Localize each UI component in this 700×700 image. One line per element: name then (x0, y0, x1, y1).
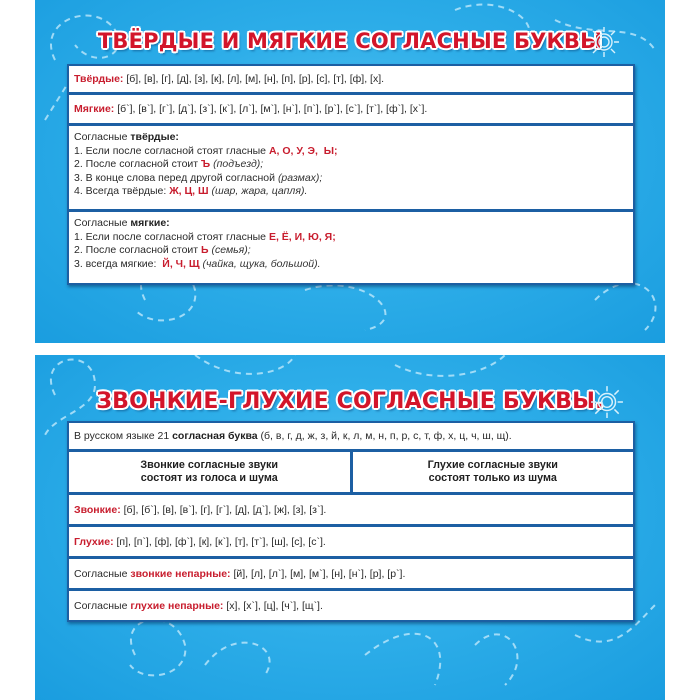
rule-letters: А, О, У, Э, Ы; (268, 144, 338, 157)
rule-text: 2. После согласной стоит (74, 158, 202, 171)
rule-example: (семья); (208, 244, 251, 257)
heading-bold: твёрдые: (130, 131, 179, 143)
voiceless-unpaired-label: глухие непарные: (130, 599, 224, 612)
voiced-unpaired-row (69, 559, 633, 588)
hard-soft-table (67, 64, 635, 285)
hard-label: Твёрдые: (74, 73, 124, 85)
voiced-sounds-row (69, 495, 633, 524)
rule-example: (шар, жара, цапля). (208, 185, 308, 198)
sun-icon (590, 385, 624, 419)
page-title: ЗВОНКИЕ-ГЛУХИЕ СОГЛАСНЫЕ БУКВЫ. (96, 389, 604, 414)
voiceless-label: Глухие: (74, 535, 114, 548)
voiced-column-header: Звонкие согласные звуки состоят из голоса и шума (69, 452, 350, 492)
voiceless-unpaired-sounds: [х], [х`], [ц], [ч`], [щ`]. (223, 599, 323, 612)
sun-icon (588, 26, 620, 58)
voiced-voiceless-table (67, 421, 635, 622)
rule-letters: Ь (201, 244, 209, 257)
rule-letters: Й, Ч, Щ (162, 257, 200, 270)
hard-rules-heading (74, 131, 627, 145)
voiceless-sounds: [п], [п`], [ф], [ф`], [к], [к`], [т], [т`], [ш], [с], [с`]. (113, 535, 326, 548)
rule-item (74, 231, 627, 245)
voiced-unpaired-label: звонкие непарные: (130, 567, 231, 580)
voiced-label: Звонкие: (74, 503, 121, 516)
row-prefix: Согласные (74, 567, 131, 580)
heading-prefix: Согласные (74, 217, 131, 229)
rule-text: 1. Если после согласной стоят гласные (74, 144, 269, 157)
intro-bold: согласная буква (172, 430, 258, 442)
voiced-voiceless-panel (35, 355, 665, 700)
rule-item (74, 244, 627, 258)
voiceless-column-header: Глухие согласные звуки состоят только из шума (353, 452, 634, 492)
rule-example: (подъезд); (210, 158, 264, 171)
rule-item (74, 258, 627, 272)
soft-consonants-row (69, 95, 633, 123)
soft-rules-block (69, 212, 633, 283)
voiceless-unpaired-row (69, 591, 633, 620)
heading-bold: мягкие: (130, 217, 170, 229)
intro-row (69, 423, 633, 449)
rule-item (74, 158, 627, 172)
rule-example: (чайка, щука, большой). (199, 257, 321, 270)
hard-soft-consonants-panel (35, 0, 665, 343)
rule-item (74, 145, 627, 159)
rule-item (74, 185, 627, 199)
hard-rules-block (69, 126, 633, 209)
rule-text: 3. всегда мягкие: (74, 257, 163, 270)
rule-letters: Е, Ё, И, Ю, Я; (268, 230, 336, 243)
intro-suffix: (б, в, г, д, ж, з, й, к, л, м, н, п, р, с, т, ф, х, ц, ч, ш, щ). (257, 430, 512, 442)
soft-rules-heading (74, 217, 627, 231)
columns-header-row (69, 452, 633, 492)
heading-prefix: Согласные (74, 131, 131, 143)
row-prefix: Согласные (74, 599, 131, 612)
rule-letters: Ъ (201, 158, 211, 171)
voiced-unpaired-sounds: [й], [л], [л`], [м], [м`], [н], [н`], [р], [р`]. (230, 567, 406, 580)
intro-prefix: В русском языке 21 (74, 430, 173, 442)
rule-item (74, 172, 627, 186)
rule-text: 3. В конце слова перед другой согласной (74, 171, 278, 184)
rule-example: (размах); (277, 171, 323, 184)
page-title: ТВЁРДЫЕ И МЯГКИЕ СОГЛАСНЫЕ БУКВЫ (97, 29, 603, 53)
soft-label: Мягкие: (74, 103, 115, 115)
rule-text: 4. Всегда твёрдые: (74, 185, 170, 198)
voiced-sounds: [б], [б`], [в], [в`], [г], [г`], [д], [д`], [ж], [з], [з`]. (120, 503, 327, 516)
voiceless-sounds-row (69, 527, 633, 556)
rule-text: 1. Если после согласной стоят гласные (74, 230, 269, 243)
rule-text: 2. После согласной стоит (74, 244, 202, 257)
rule-letters: Ж, Ц, Ш (169, 185, 209, 198)
hard-consonants-row (69, 66, 633, 92)
hard-sounds: [б], [в], [г], [д], [з], [к], [л], [м], [н], [п], [р], [с], [т], [ф], [х]. (123, 73, 385, 85)
soft-sounds: [б`], [в`], [г`], [д`], [з`], [к`], [л`], [м`], [н`], [п`], [р`], [с`], [т`], [ф`], [х`]. (114, 103, 428, 115)
